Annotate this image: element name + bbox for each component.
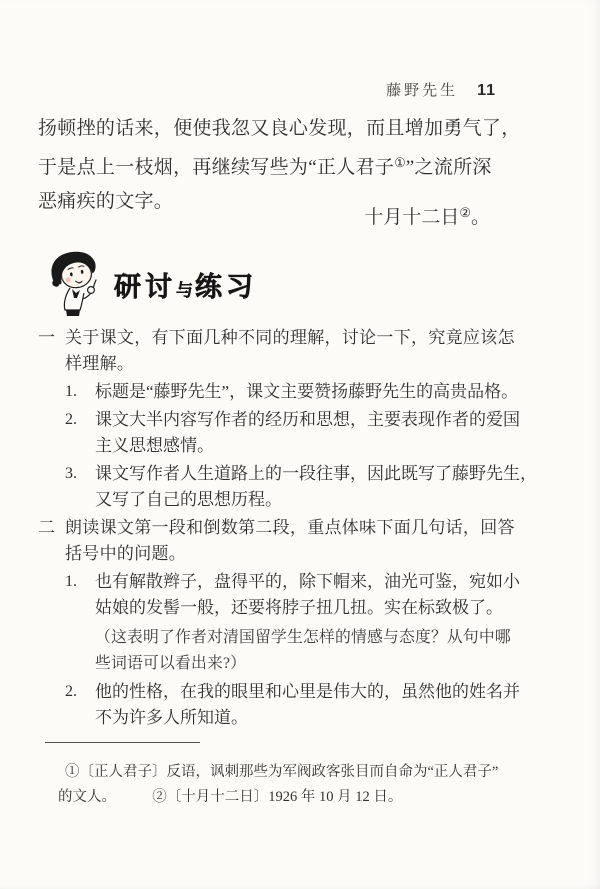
section-header: [42, 249, 522, 319]
item-text: [95, 569, 524, 677]
lesson-title: 藤野先生: [386, 83, 459, 99]
item-number: 2.: [65, 411, 77, 428]
item-text: [95, 379, 524, 405]
item-line: 姑娘的发髻一般，还要将脖子扭几扭。实在标致极了。: [95, 598, 503, 617]
question-marker: 一: [38, 328, 55, 347]
pointing-child-icon: [42, 249, 106, 319]
list-item: [65, 679, 524, 731]
page-header: [386, 79, 496, 100]
footnote-line: 的文人。 ②〔十月十二日〕1926 年 10 月 12 日。: [58, 789, 403, 805]
list-item: [65, 569, 524, 677]
question-line: 关于课文，有下面几种不同的理解，讨论一下，究竟应该怎: [65, 328, 515, 347]
item-text: [95, 407, 524, 459]
question-line: 朗读课文第一段和倒数第二段，重点体味下面几句话，回答: [65, 518, 515, 537]
date-text: 十月十二日②。: [364, 205, 490, 228]
item-number: 1.: [65, 573, 77, 590]
item-line: 课文大半内容写作者的经历和思想，主要表现作者的爱国: [95, 410, 520, 429]
list-item: [65, 407, 524, 459]
exercise-list: [38, 323, 537, 731]
list-item: [65, 461, 537, 513]
paragraph-line: 恶痛疾的文字。: [38, 191, 174, 212]
item-text: [95, 461, 537, 513]
item-line: 课文写作者人生道路上的一段往事，因此既写了藤野先生，: [95, 464, 537, 483]
footnotes: [58, 742, 522, 810]
section-title: [114, 265, 257, 304]
section-title-part2: 练习: [195, 272, 257, 302]
item-line: 不为许多人所知道。: [95, 708, 248, 727]
question-items: [65, 379, 537, 513]
item-number: 2.: [65, 683, 77, 700]
item-number: 3.: [65, 465, 77, 482]
question-content: [65, 515, 524, 731]
section-title-part1: 研讨: [114, 272, 176, 302]
footnote-line: ①〔正人君子〕反语，讽刺那些为军阀政客张目而自命为“正人君子”: [65, 764, 499, 780]
list-item: [65, 379, 524, 405]
item-line: 又写了自己的思想历程。: [95, 490, 282, 509]
section-title-connector: 与: [176, 281, 195, 300]
item-number: 1.: [65, 383, 77, 400]
date-line: [38, 196, 490, 235]
item-line: 他的性格，在我的眼里和心里是伟大的，虽然他的姓名并: [95, 682, 520, 701]
paragraph-line: 于是点上一枝烟，再继续写些为“正人君子①”之流所深: [38, 155, 492, 178]
item-line: 也有解散辫子，盘得平的，除下帽来，油光可鉴，宛如小: [95, 572, 520, 591]
footnote-ref-superscript: ②: [459, 205, 471, 220]
exercise-question: [38, 325, 537, 513]
question-line: 括号中的问题。: [65, 544, 187, 563]
item-text: [95, 679, 524, 731]
item-note-line: （这表明了作者对清国留学生怎样的情感与态度？从句中哪: [95, 629, 511, 646]
item-line: 标题是“藤野先生”，课文主要赞扬藤野先生的高贵品格。: [95, 382, 519, 401]
footnote-separator: [45, 742, 200, 743]
footnote-ref-superscript: ①: [394, 155, 406, 170]
page-number: 11: [477, 82, 496, 99]
question-content: [65, 325, 537, 513]
paragraph-line: 扬顿挫的话来，便使我忽又良心发现，而且增加勇气了，: [38, 118, 521, 139]
question-marker: 二: [38, 518, 55, 537]
question-items: [65, 569, 524, 731]
question-line: 样理解。: [65, 354, 135, 373]
exercise-question: [38, 515, 524, 731]
item-note-line: 些词语可以看出来?）: [95, 655, 247, 672]
item-line: 主义思想感情。: [95, 436, 214, 455]
